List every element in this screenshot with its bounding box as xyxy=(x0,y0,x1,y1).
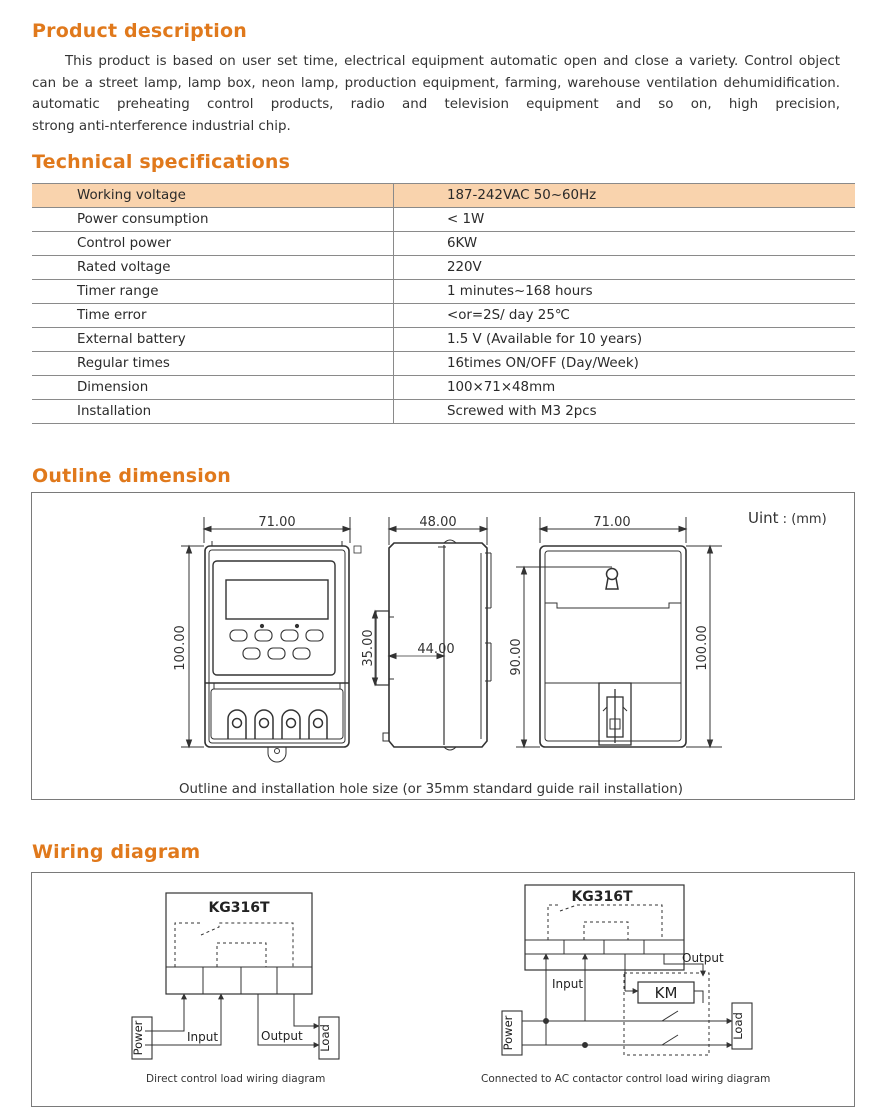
spec-row xyxy=(32,400,855,424)
spec-name: Installation xyxy=(32,400,394,424)
wiring-diagram-panel xyxy=(31,872,855,1107)
outline-dimension-heading: Outline dimension xyxy=(32,465,231,487)
right-load-label: Load xyxy=(731,1012,745,1040)
right-input-label: Input xyxy=(552,977,584,991)
outline-dimension-panel xyxy=(31,492,855,800)
spec-value: <or=2S/ day 25℃ xyxy=(394,304,856,328)
spec-name: Working voltage xyxy=(32,184,394,208)
product-description-text xyxy=(32,51,840,137)
spec-row xyxy=(32,304,855,328)
km-label: KM xyxy=(654,984,678,1002)
left-load-label: Load xyxy=(318,1024,332,1052)
spec-value: 6KW xyxy=(394,232,856,256)
spec-row xyxy=(32,184,855,208)
spec-name: Rated voltage xyxy=(32,256,394,280)
spec-row xyxy=(32,328,855,352)
contactor-control-caption: Connected to AC contactor control load wiring diagram xyxy=(481,1073,771,1085)
specifications-table xyxy=(32,183,855,424)
outline-caption: Outline and installation hole size (or 35mm standard guide rail installation) xyxy=(179,782,683,797)
contactor-control-diagram xyxy=(502,885,752,1055)
back-width-label: 71.00 xyxy=(593,515,631,530)
front-height-label: 100.00 xyxy=(173,625,188,671)
spec-name: Dimension xyxy=(32,376,394,400)
spec-value: 220V xyxy=(394,256,856,280)
left-input-label: Input xyxy=(187,1030,219,1044)
description-line: strong anti-nterference industrial chip. xyxy=(32,118,291,134)
left-output-label: Output xyxy=(261,1029,303,1043)
back-hole-label: 90.00 xyxy=(509,638,524,676)
spec-row xyxy=(32,256,855,280)
outline-drawings xyxy=(32,493,854,799)
spec-value: 16times ON/OFF (Day/Week) xyxy=(394,352,856,376)
spec-value: < 1W xyxy=(394,208,856,232)
spec-value: 100×71×48mm xyxy=(394,376,856,400)
spec-row xyxy=(32,280,855,304)
description-line: can be a street lamp, lamp box, neon lamp, production equipment, farming, warehouse ventilation dehumidification. xyxy=(32,75,840,91)
spec-value: 1.5 V (Available for 10 years) xyxy=(394,328,856,352)
left-model-label: KG316T xyxy=(208,900,270,916)
product-description-heading: Product description xyxy=(32,20,247,42)
spec-row xyxy=(32,208,855,232)
spec-name: Control power xyxy=(32,232,394,256)
right-output-label: Output xyxy=(682,951,724,965)
back-view-drawing xyxy=(516,517,722,747)
unit-main: Uint xyxy=(748,509,779,527)
description-line: This product is based on user set time, electrical equipment automatic open and close a variety. Control object xyxy=(65,54,840,69)
direct-control-caption: Direct control load wiring diagram xyxy=(146,1073,326,1085)
wiring-drawings xyxy=(32,873,854,1106)
spec-name: Timer range xyxy=(32,280,394,304)
description-line: automatic preheating control products, radio and television equipment and so on, high precision, xyxy=(32,97,840,112)
spec-row xyxy=(32,352,855,376)
front-view-drawing xyxy=(181,517,361,762)
front-width-label: 71.00 xyxy=(258,515,296,530)
technical-specifications-heading: Technical specifications xyxy=(32,151,291,173)
spec-name: Time error xyxy=(32,304,394,328)
back-height-label: 100.00 xyxy=(695,625,710,671)
spec-row xyxy=(32,376,855,400)
side-view-drawing xyxy=(373,517,492,750)
unit-sub: : (mm) xyxy=(778,512,827,527)
left-power-label: Power xyxy=(131,1020,145,1056)
spec-value: Screwed with M3 2pcs xyxy=(394,400,856,424)
spec-row xyxy=(32,232,855,256)
spec-name: Power consumption xyxy=(32,208,394,232)
spec-name: Regular times xyxy=(32,352,394,376)
spec-name: External battery xyxy=(32,328,394,352)
right-power-label: Power xyxy=(501,1015,515,1051)
spec-value: 187-242VAC 50~60Hz xyxy=(394,184,856,208)
side-width-label: 48.00 xyxy=(419,515,457,530)
right-model-label: KG316T xyxy=(571,889,633,905)
wiring-diagram-heading: Wiring diagram xyxy=(32,841,201,863)
side-rail-label: 35.00 xyxy=(361,629,376,667)
side-depth-label: 44.00 xyxy=(417,642,455,657)
spec-value: 1 minutes~168 hours xyxy=(394,280,856,304)
direct-control-diagram xyxy=(132,893,339,1059)
